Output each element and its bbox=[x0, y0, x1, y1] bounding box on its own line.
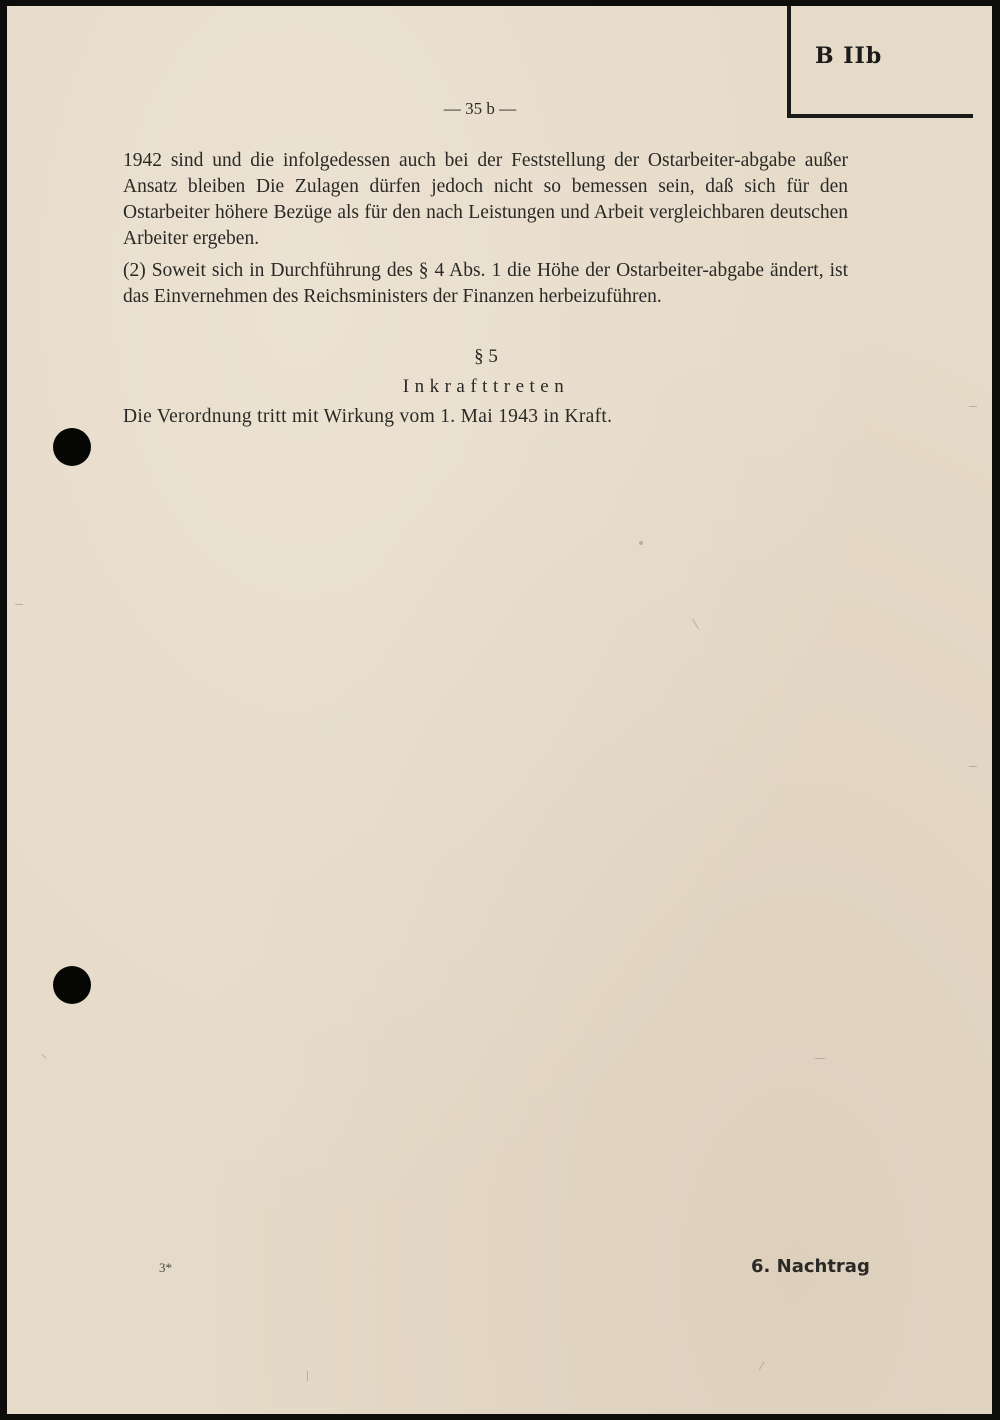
paragraph-2: (2) Soweit sich in Durchführung des § 4 Abs. 1 die Höhe der Ostarbeiter-abgabe ändert, ist das Einvernehmen des Reichsministers der Finanzen herbeizuführen. bbox=[123, 260, 848, 307]
page-number: — 35 b — bbox=[443, 99, 517, 118]
paper-speck bbox=[815, 1058, 825, 1059]
supplement-label: 6. Nachtrag bbox=[751, 1256, 870, 1277]
paragraph-continuation: 1942 sind und die infolgedessen auch bei der Feststellung der Ostarbeiter-abgabe außer Ansatz bleiben Die Zulagen dürfen jedoch nicht so bemessen sein, daß sich für den Ostarbeiter höhere Bezüge als für den nach Leistungen und Arbeit vergleichbaren deutschen Arbeiter ergeben. bbox=[123, 150, 848, 249]
punch-hole-icon bbox=[53, 966, 91, 1004]
section-title: Inkrafttreten bbox=[402, 376, 570, 397]
section-number: § 5 bbox=[474, 346, 498, 367]
register-tab-label: B IIb bbox=[815, 43, 883, 69]
paper-speck bbox=[15, 604, 23, 605]
paper-speck bbox=[969, 766, 977, 767]
paper-speck bbox=[759, 1361, 765, 1370]
paper-speck bbox=[41, 1054, 46, 1059]
paper-speck bbox=[692, 619, 699, 630]
paper-speck bbox=[307, 1371, 308, 1381]
punch-hole-icon bbox=[53, 428, 91, 466]
signature-mark: 3* bbox=[159, 1260, 172, 1275]
document-page bbox=[7, 6, 992, 1414]
section-text: Die Verordnung tritt mit Wirkung vom 1. Mai 1943 in Kraft. bbox=[123, 406, 613, 427]
paper-speck bbox=[639, 541, 643, 545]
paper-speck bbox=[969, 406, 977, 407]
